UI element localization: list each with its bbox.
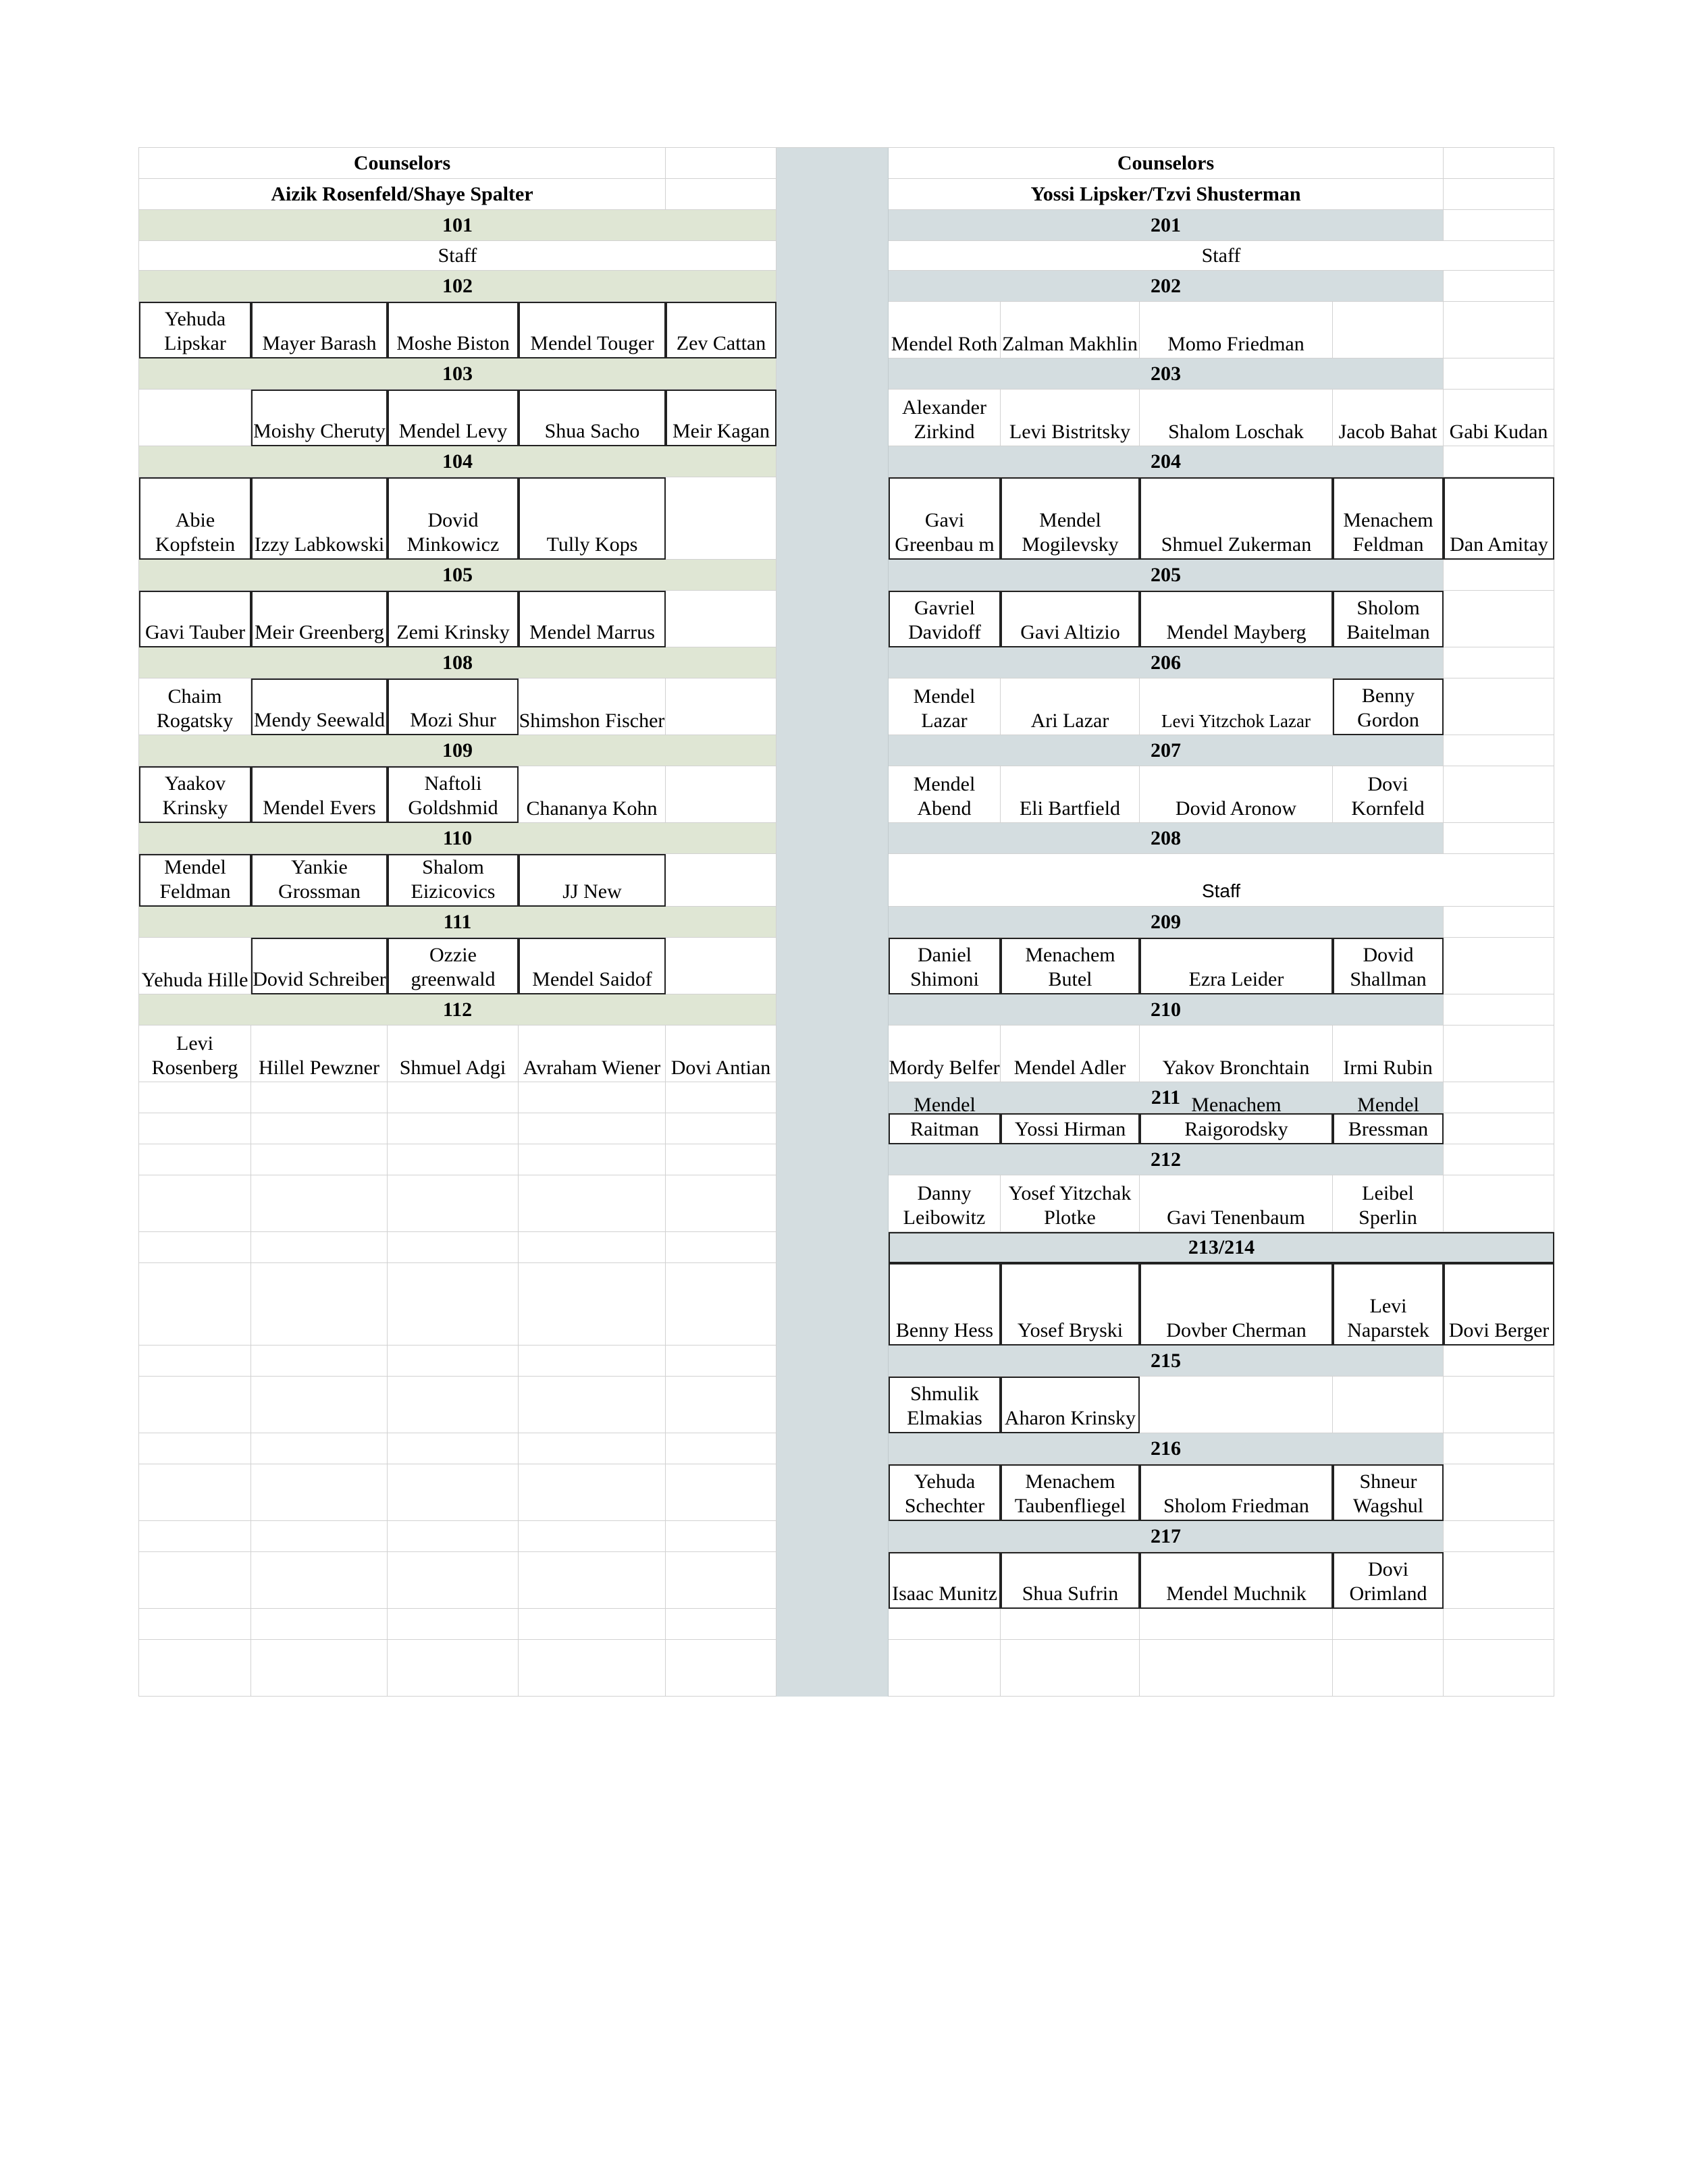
blank-cell [139,1175,251,1232]
blank-cell [139,1263,251,1346]
camper-name [1444,1464,1554,1521]
room-number-110: 110 [139,823,776,854]
room-staff-101: Staff [139,241,776,271]
blank-cell [889,1609,1001,1640]
blank-cell [1140,1640,1333,1697]
room-number-105: 105 [139,560,776,591]
blank-cell [666,1377,776,1433]
camper-name: Shmuel Adgi [388,1026,519,1082]
camper-name: JJ New [519,854,666,907]
blank-cell [666,1521,776,1552]
camper-name: Gavi Altizio [1001,591,1140,647]
blank-cell [666,1144,776,1175]
blank-cell [139,1232,251,1263]
camper-name: Mayer Barash [251,302,388,358]
blank-cell [519,1346,666,1377]
camper-name: Yankie Grossman [251,854,388,907]
camper-name: Eli Bartfield [1001,766,1140,823]
camper-name: Mendel Saidof [519,938,666,994]
blank-cell [1333,1640,1444,1697]
camper-name: Alexander Zirkind [889,390,1001,446]
camper-name: Zev Cattan [666,302,776,358]
camper-name: Gavi Greenbau m [889,477,1001,560]
center-gutter [776,148,889,1697]
blank-cell [666,1113,776,1144]
camper-name [666,591,776,647]
camper-name: Menachem Butel [1001,938,1140,994]
room-number-206: 206 [889,647,1444,678]
camper-name: Benny Hess [889,1263,1001,1346]
camper-name: Menachem Feldman [1333,477,1444,560]
camper-name: Shneur Wagshul [1333,1464,1444,1521]
camper-name [139,390,251,446]
camper-name: Shmuel Zukerman [1140,477,1333,560]
room-number-201: 201 [889,210,1444,241]
blank-cell [139,1609,251,1640]
camper-name: Shimshon Fischer [519,678,666,735]
blank-cell [1444,907,1554,938]
camper-name: Shmulik Elmakias [889,1377,1001,1433]
camper-name: Yakov Bronchtain [1140,1026,1333,1082]
blank-cell [1444,823,1554,854]
camper-name: Tully Kops [519,477,666,560]
camper-name [1444,938,1554,994]
room-number-215: 215 [889,1346,1444,1377]
blank-cell [1444,1082,1554,1113]
blank-cell [1444,1433,1554,1464]
blank-cell [666,1464,776,1521]
camper-name: Sholom Friedman [1140,1464,1333,1521]
camper-name [1444,766,1554,823]
camper-name: Mendel Feldman [139,854,251,907]
camper-name: Daniel Shimoni [889,938,1001,994]
blank-cell [251,1464,388,1521]
camper-name [1140,1377,1333,1433]
blank-cell [1444,735,1554,766]
camper-name: Isaac Munitz [889,1552,1001,1609]
blank-cell [139,1433,251,1464]
room-number-207: 207 [889,735,1444,766]
camper-name: Dovi Berger [1444,1263,1554,1346]
blank-cell [1444,358,1554,390]
room-number-104: 104 [139,446,776,477]
blank-cell [388,1552,519,1609]
blank-cell [519,1433,666,1464]
camper-name: Shalom Loschak [1140,390,1333,446]
blank-cell [251,1082,388,1113]
camper-name: Mendel Abend [889,766,1001,823]
camper-name: Yehuda Lipskar [139,302,251,358]
camper-name [1444,1113,1554,1144]
blank-cell [388,1263,519,1346]
camper-name: Moshe Biston [388,302,519,358]
blank-cell [388,1232,519,1263]
room-staff-208: Staff [889,854,1554,907]
camper-name: Shua Sacho [519,390,666,446]
room-staff-201: Staff [889,241,1554,271]
blank-cell [666,179,776,210]
camper-name: Mendel Mayberg [1140,591,1333,647]
blank-cell [251,1640,388,1697]
camper-name: Meir Kagan [666,390,776,446]
camper-name [1444,678,1554,735]
camper-name: Gavi Tauber [139,591,251,647]
blank-cell [388,1640,519,1697]
room-number-112: 112 [139,994,776,1026]
camper-name: Yosef Bryski [1001,1263,1140,1346]
blank-cell [666,1175,776,1232]
camper-name: Yosef Yitzchak Plotke [1001,1175,1140,1232]
camper-name: Levi Bistritsky [1001,390,1140,446]
blank-cell [1444,560,1554,591]
camper-name: Yaakov Krinsky [139,766,251,823]
camper-name: Momo Friedman [1140,302,1333,358]
camper-name [666,477,776,560]
camper-name: Ozzie greenwald [388,938,519,994]
blank-cell [519,1609,666,1640]
camper-name [666,678,776,735]
blank-cell [1444,446,1554,477]
camper-name: Yehuda Schechter [889,1464,1001,1521]
room-number-210: 210 [889,994,1444,1026]
camper-name: Mendel Muchnik [1140,1552,1333,1609]
camper-name: Dovber Cherman [1140,1263,1333,1346]
camper-name: Dovid Schreiber [251,938,388,994]
camper-name [666,938,776,994]
blank-cell [666,1346,776,1377]
room-number-108: 108 [139,647,776,678]
blank-cell [519,1232,666,1263]
room-number-212: 212 [889,1144,1444,1175]
camper-name: Dovid Shallman [1333,938,1444,994]
blank-cell [388,1113,519,1144]
room-number-205: 205 [889,560,1444,591]
blank-cell [1444,647,1554,678]
blank-cell [519,1082,666,1113]
blank-cell [251,1609,388,1640]
camper-name: Mendel Touger [519,302,666,358]
camper-name: Jacob Bahat [1333,390,1444,446]
blank-cell [251,1175,388,1232]
room-number-216: 216 [889,1433,1444,1464]
blank-cell [251,1346,388,1377]
camper-name: Yossi Hirman [1001,1113,1140,1144]
camper-name: Dovid Aronow [1140,766,1333,823]
camper-name: Mendel Roth [889,302,1001,358]
blank-cell [1444,1346,1554,1377]
camper-name: Mozi Shur [388,678,519,735]
blank-cell [139,1552,251,1609]
blank-cell [666,1082,776,1113]
camper-name: Zemi Krinsky [388,591,519,647]
camper-name: Chananya Kohn [519,766,666,823]
room-number-101: 101 [139,210,776,241]
blank-cell [1444,179,1554,210]
blank-cell [666,1552,776,1609]
blank-cell [519,1144,666,1175]
camper-name [1333,302,1444,358]
camper-name: Izzy Labkowski [251,477,388,560]
camper-name: Levi Rosenberg [139,1026,251,1082]
blank-cell [519,1552,666,1609]
room-number-209: 209 [889,907,1444,938]
blank-cell [666,1433,776,1464]
room-number-103: 103 [139,358,776,390]
camper-name: Danny Leibowitz [889,1175,1001,1232]
blank-cell [139,1521,251,1552]
blank-cell [388,1433,519,1464]
blank-cell [388,1377,519,1433]
camper-name [666,854,776,907]
camper-name: Ari Lazar [1001,678,1140,735]
blank-cell [519,1464,666,1521]
blank-cell [1001,1609,1140,1640]
blank-cell [139,1144,251,1175]
camper-name: Leibel Sperlin [1333,1175,1444,1232]
camper-name: Dovi Orimland [1333,1552,1444,1609]
camper-name: Chaim Rogatsky [139,678,251,735]
blank-cell [251,1377,388,1433]
blank-cell [388,1464,519,1521]
blank-cell [519,1113,666,1144]
room-number-111: 111 [139,907,776,938]
room-number-204: 204 [889,446,1444,477]
blank-cell [1333,1609,1444,1640]
left-counselors-names: Aizik Rosenfeld/Shaye Spalter [139,179,666,210]
room-number-211: 211 [889,1082,1444,1113]
camper-name: Sholom Baitelman [1333,591,1444,647]
camper-name [1444,1026,1554,1082]
blank-cell [519,1640,666,1697]
room-number-203: 203 [889,358,1444,390]
blank-cell [519,1521,666,1552]
left-counselors-title: Counselors [139,148,666,179]
camper-name: Mendel Evers [251,766,388,823]
blank-cell [251,1263,388,1346]
blank-cell [666,1609,776,1640]
camper-name: Shalom Eizicovics [388,854,519,907]
camper-name: Hillel Pewzner [251,1026,388,1082]
camper-name: Dovi Kornfeld [1333,766,1444,823]
camper-name [1444,1175,1554,1232]
blank-cell [388,1521,519,1552]
blank-cell [388,1144,519,1175]
blank-cell [1444,1640,1554,1697]
blank-cell [139,1346,251,1377]
blank-cell [139,1113,251,1144]
camper-name: Yehuda Hille [139,938,251,994]
camper-name [1333,1377,1444,1433]
blank-cell [1444,210,1554,241]
blank-cell [139,1464,251,1521]
blank-cell [388,1175,519,1232]
camper-name: Mendy Seewald [251,678,388,735]
camper-name [1444,302,1554,358]
blank-cell [1001,1640,1140,1697]
blank-cell [1444,148,1554,179]
camper-name: Raitman [889,1113,1001,1144]
camper-name: Levi Naparstek [1333,1263,1444,1346]
blank-cell [139,1640,251,1697]
camper-name [1444,1377,1554,1433]
blank-cell [251,1144,388,1175]
camper-name: Gavriel Davidoff [889,591,1001,647]
room-number-208: 208 [889,823,1444,854]
camper-name [1444,1552,1554,1609]
camper-name: Moishy Cheruty [251,390,388,446]
blank-cell [251,1433,388,1464]
room-number-202: 202 [889,271,1444,302]
camper-name: Aharon Krinsky [1001,1377,1140,1433]
blank-cell [388,1346,519,1377]
camper-name: Naftoli Goldshmid [388,766,519,823]
camper-name [1444,591,1554,647]
blank-cell [251,1521,388,1552]
camper-name: Dan Amitay [1444,477,1554,560]
blank-cell [519,1263,666,1346]
room-number-102: 102 [139,271,776,302]
room-number-217: 217 [889,1521,1444,1552]
blank-cell [251,1113,388,1144]
counselor-room-grid [138,147,1554,1697]
room-number-213-214: 213/214 [889,1232,1554,1263]
camper-name: Dovid Minkowicz [388,477,519,560]
blank-cell [139,1377,251,1433]
right-counselors-names: Yossi Lipsker/Tzvi Shusterman [889,179,1444,210]
camper-name: Shua Sufrin [1001,1552,1140,1609]
camper-name: Menachem Taubenfliegel [1001,1464,1140,1521]
blank-cell [519,1377,666,1433]
blank-cell [388,1609,519,1640]
camper-name: Ezra Leider [1140,938,1333,994]
room-number-109: 109 [139,735,776,766]
camper-name: Benny Gordon [1333,678,1444,735]
blank-cell [666,1263,776,1346]
blank-cell [1140,1609,1333,1640]
blank-cell [1444,1609,1554,1640]
camper-name: Meir Greenberg [251,591,388,647]
blank-cell [388,1082,519,1113]
camper-name: Abie Kopfstein [139,477,251,560]
blank-cell [251,1552,388,1609]
camper-name: Mendel Adler [1001,1026,1140,1082]
camper-name: Bressman [1333,1113,1444,1144]
blank-cell [666,148,776,179]
blank-cell [666,1640,776,1697]
camper-name: Mendel Marrus [519,591,666,647]
camper-name [666,766,776,823]
blank-cell [139,1082,251,1113]
camper-name: Gabi Kudan [1444,390,1554,446]
blank-cell [1444,1144,1554,1175]
camper-name: Dovi Antian [666,1026,776,1082]
camper-name: Zalman Makhlin [1001,302,1140,358]
camper-name: Levi Yitzchok Lazar [1140,678,1333,735]
camper-name: Irmi Rubin [1333,1026,1444,1082]
camper-name: Mendel Mogilevsky [1001,477,1140,560]
blank-cell [1444,994,1554,1026]
blank-cell [519,1175,666,1232]
camper-name: Raigorodsky [1140,1113,1333,1144]
camper-name: Mordy Belfer [889,1026,1001,1082]
camper-name: Mendel Lazar [889,678,1001,735]
camper-name: Mendel Levy [388,390,519,446]
blank-cell [1444,1521,1554,1552]
camper-name: Gavi Tenenbaum [1140,1175,1333,1232]
blank-cell [889,1640,1001,1697]
blank-cell [666,1232,776,1263]
camper-name: Avraham Wiener [519,1026,666,1082]
blank-cell [251,1232,388,1263]
right-counselors-title: Counselors [889,148,1444,179]
blank-cell [1444,271,1554,302]
